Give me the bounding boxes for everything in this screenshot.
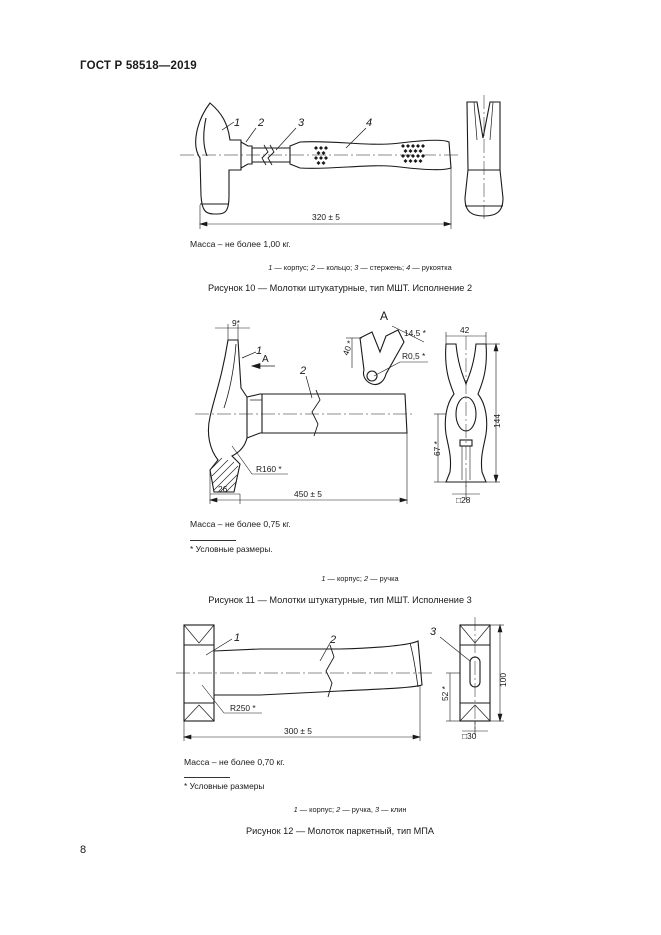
fig11-dim-144: 144 xyxy=(492,414,502,428)
fig12-legend-num-3: 3 xyxy=(374,805,380,814)
fig12-dim-52: 52 * xyxy=(440,686,450,701)
fig11-view-label-detail: А xyxy=(380,309,389,323)
fig11-legend xyxy=(140,574,580,583)
fig10-legend-num-1: 1 xyxy=(268,263,273,272)
fig12-legend-num-2: 2 xyxy=(336,805,341,814)
fig12-callout-3: 3 xyxy=(430,626,437,638)
fig11-dim-450: 450 ± 5 xyxy=(294,489,322,499)
fig12-footnote: * Условные размеры xyxy=(184,781,265,791)
page-number: 8 xyxy=(80,844,87,856)
figure-10-drawing xyxy=(0,0,661,240)
fig10-legend-num-2: 2 xyxy=(310,263,315,272)
fig11-legend-num-1: 1 xyxy=(321,574,326,583)
fig12-handle xyxy=(214,641,422,695)
fig10-legend-num-3: 3 xyxy=(354,263,359,272)
document-header: ГОСТ Р 58518—2019 xyxy=(80,60,197,72)
fig10-callout-1: 1 xyxy=(234,117,241,129)
fig11-view-label-arrow: А xyxy=(262,354,269,365)
fig11-detail-a xyxy=(360,330,404,385)
fig10-legend-text-1: — корпус; xyxy=(272,263,311,272)
fig12-mass: Масса – не более 0,70 кг. xyxy=(184,757,285,767)
fig11-dim-14-5: 14,5 * xyxy=(404,328,426,338)
fig11-legend-text-2: — ручка xyxy=(368,574,399,583)
fig10-dim-length: 320 ± 5 xyxy=(312,212,340,222)
fig11-handle xyxy=(247,394,407,438)
fig12-dim-300: 300 ± 5 xyxy=(284,726,312,736)
figure-11-drawing xyxy=(0,300,661,515)
fig11-head xyxy=(208,340,247,492)
fig10-legend-num-4: 4 xyxy=(406,263,411,272)
fig12-legend-text-3: — клин xyxy=(379,805,407,814)
fig11-dim-r160: R160 * xyxy=(256,464,282,474)
fig11-footnote-rule xyxy=(190,540,236,541)
fig11-caption: Рисунок 11 — Молотки штукатурные, тип МШТ. Исполнение 3 xyxy=(208,595,472,605)
fig11-dim-40: 40 * xyxy=(340,339,355,357)
fig10-legend xyxy=(140,263,580,272)
fig12-dim-sq30: □30 xyxy=(462,731,477,741)
fig11-dim-42: 42 xyxy=(460,325,470,335)
fig11-footnote: * Условные размеры. xyxy=(190,544,273,554)
fig12-dim-100: 100 xyxy=(498,673,508,687)
fig11-mass: Масса – не более 0,75 кг. xyxy=(190,519,291,529)
fig10-callout-3: 3 xyxy=(298,117,305,129)
fig10-callout-4: 4 xyxy=(366,117,373,129)
fig10-legend-text-3: — стержень; xyxy=(358,263,407,272)
fig12-callout-2: 2 xyxy=(330,634,337,646)
fig10-caption: Рисунок 10 — Молотки штукатурные, тип МШТ. Исполнение 2 xyxy=(207,283,473,293)
fig12-legend xyxy=(130,805,570,814)
fig12-legend-text-1: — корпус; xyxy=(297,805,337,814)
fig12-callout-1: 1 xyxy=(234,632,241,644)
fig12-legend-text-2: — ручка, xyxy=(340,805,375,814)
fig10-grip-pattern xyxy=(314,144,425,165)
fig11-dim-9: 9* xyxy=(232,318,240,328)
fig11-dim-sq28: □28 xyxy=(456,495,471,505)
fig11-dim-26: 26 xyxy=(218,484,228,494)
fig10-mass: Масса – не более 1,00 кг. xyxy=(190,239,291,249)
fig11-dim-r0-5: R0,5 * xyxy=(402,351,426,361)
fig12-caption: Рисунок 12 — Молоток паркетный, тип МПА xyxy=(245,826,435,836)
fig11-callout-2: 2 xyxy=(300,365,307,377)
fig11-legend-text-1: — корпус; xyxy=(325,574,364,583)
fig11-callout-1: 1 xyxy=(256,345,263,357)
fig10-legend-text-2: — кольцо; xyxy=(314,263,355,272)
fig11-dim-67: 67 * xyxy=(432,441,442,456)
figure-12-drawing xyxy=(0,615,661,745)
fig10-callout-2: 2 xyxy=(258,117,265,129)
fig10-legend-text-4: — рукоятка xyxy=(410,263,452,272)
fig12-dim-r250: R250 * xyxy=(230,703,256,713)
fig12-legend-num-1: 1 xyxy=(293,805,298,814)
fig12-footnote-rule xyxy=(184,777,230,778)
fig11-legend-num-2: 2 xyxy=(363,574,369,583)
